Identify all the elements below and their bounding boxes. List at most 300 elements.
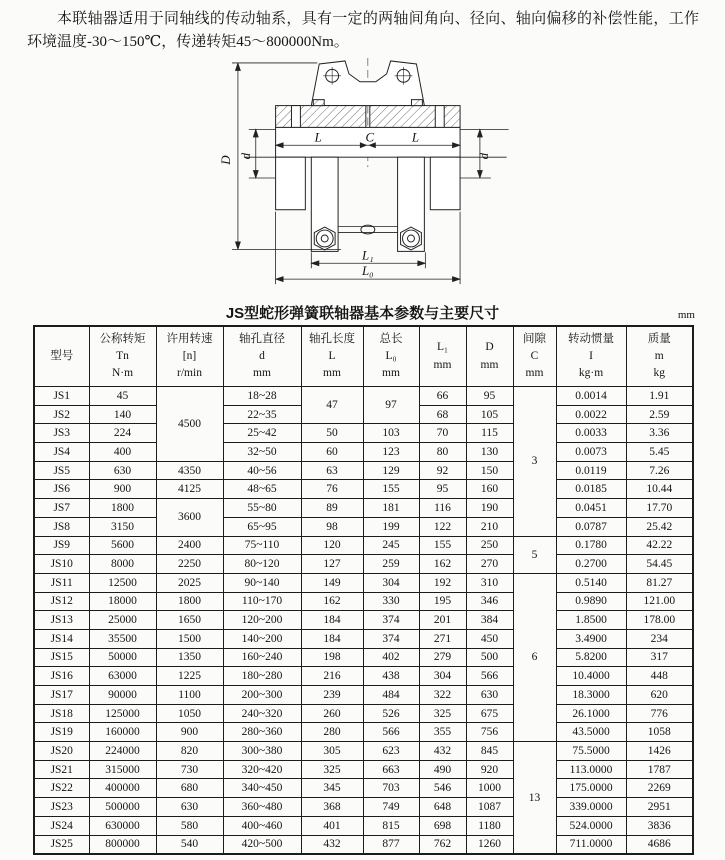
table-cell: 1800 — [89, 499, 156, 518]
table-cell: 3.36 — [626, 424, 693, 443]
table-cell: 900 — [156, 723, 223, 742]
table-cell: 250 — [466, 536, 513, 555]
table-cell: 35500 — [89, 629, 156, 648]
table-cell: 1058 — [626, 723, 693, 742]
table-cell: 368 — [301, 798, 363, 817]
table-cell: 10.4000 — [556, 667, 626, 686]
table-cell: 420~500 — [223, 835, 301, 854]
table-cell: 340~450 — [223, 779, 301, 798]
table-cell: 630 — [89, 461, 156, 480]
table-cell: 50000 — [89, 648, 156, 667]
table-cell: 43.5000 — [556, 723, 626, 742]
table-cell: 190 — [466, 499, 513, 518]
table-cell: 315000 — [89, 760, 156, 779]
table-cell: 401 — [301, 816, 363, 835]
table-cell: 2025 — [156, 573, 223, 592]
table-cell: 18.3000 — [556, 686, 626, 705]
table-cell: 355 — [419, 723, 466, 742]
table-cell: 432 — [301, 835, 363, 854]
dim-label-d-left: d — [238, 152, 253, 160]
table-cell: JS8 — [34, 517, 89, 536]
table-cell: 484 — [363, 686, 419, 705]
table-cell: 5 — [513, 536, 556, 573]
table-cell: 540 — [156, 835, 223, 854]
table-cell: 200~300 — [223, 686, 301, 705]
table-cell: 160000 — [89, 723, 156, 742]
table-cell: 675 — [466, 704, 513, 723]
table-cell: 115 — [466, 424, 513, 443]
table-cell: 55~80 — [223, 499, 301, 518]
table-cell: 630000 — [89, 816, 156, 835]
table-cell: 103 — [363, 424, 419, 443]
table-cell: 3600 — [156, 499, 223, 536]
table-cell: JS20 — [34, 742, 89, 761]
table-cell: JS14 — [34, 629, 89, 648]
table-cell: 1260 — [466, 835, 513, 854]
table-cell: 90~140 — [223, 573, 301, 592]
table-cell: 749 — [363, 798, 419, 817]
table-cell: 95 — [466, 387, 513, 406]
table-cell: 18000 — [89, 592, 156, 611]
table-cell: 224 — [89, 424, 156, 443]
table-cell: 648 — [419, 798, 466, 817]
table-cell: 374 — [363, 611, 419, 630]
table-row — [34, 461, 693, 480]
table-cell: 2951 — [626, 798, 693, 817]
table-cell: 17.70 — [626, 499, 693, 518]
table-cell: 245 — [363, 536, 419, 555]
table-cell: 25~42 — [223, 424, 301, 443]
table-cell: 2250 — [156, 555, 223, 574]
table-row — [34, 573, 693, 592]
table-cell: 234 — [626, 629, 693, 648]
table-cell: 120 — [301, 536, 363, 555]
table-cell: 25.42 — [626, 517, 693, 536]
table-cell: 4350 — [156, 461, 223, 480]
table-cell: 240~320 — [223, 704, 301, 723]
cover-right — [370, 106, 460, 128]
table-cell: 304 — [363, 573, 419, 592]
table-cell: 820 — [156, 742, 223, 761]
table-cell: 776 — [626, 704, 693, 723]
table-cell: 127 — [301, 555, 363, 574]
table-cell: 2400 — [156, 536, 223, 555]
dim-label-D: D — [218, 155, 233, 165]
table-cell: 239 — [301, 686, 363, 705]
table-cell: 0.0185 — [556, 480, 626, 499]
table-cell: 80~120 — [223, 555, 301, 574]
table-cell: 65~95 — [223, 517, 301, 536]
table-cell: 81.27 — [626, 573, 693, 592]
cover-left — [276, 106, 366, 128]
table-cell: 1.8500 — [556, 611, 626, 630]
table-cell: 1100 — [156, 686, 223, 705]
table-cell: 63000 — [89, 667, 156, 686]
table-cell: JS1 — [34, 387, 89, 406]
table-cell: JS9 — [34, 536, 89, 555]
table-cell: 448 — [626, 667, 693, 686]
dim-label-L1: L₁ — [362, 248, 374, 263]
table-cell: JS4 — [34, 443, 89, 462]
table-cell: 339.0000 — [556, 798, 626, 817]
table-cell: 317 — [626, 648, 693, 667]
table-cell: JS25 — [34, 835, 89, 854]
table-cell: 1787 — [626, 760, 693, 779]
table-cell: 280~360 — [223, 723, 301, 742]
table-cell: 1800 — [156, 592, 223, 611]
table-cell: 181 — [363, 499, 419, 518]
table-cell: 184 — [301, 611, 363, 630]
table-cell: 210 — [466, 517, 513, 536]
table-cell: 620 — [626, 686, 693, 705]
table-cell: 60 — [301, 443, 363, 462]
table-cell: 0.0119 — [556, 461, 626, 480]
table-cell: 580 — [156, 816, 223, 835]
table-cell: 400~460 — [223, 816, 301, 835]
table-cell: 195 — [419, 592, 466, 611]
table-cell: JS12 — [34, 592, 89, 611]
table-cell: 42.22 — [626, 536, 693, 555]
table-cell: 1500 — [156, 629, 223, 648]
table-cell: 162 — [419, 555, 466, 574]
table-cell: 490 — [419, 760, 466, 779]
table-cell: 325 — [419, 704, 466, 723]
table-cell: 90000 — [89, 686, 156, 705]
dim-label-L0: L₀ — [362, 264, 374, 279]
hub-left — [276, 157, 306, 210]
table-cell: 845 — [466, 742, 513, 761]
cover-bolt-right — [411, 100, 422, 106]
header-cell: L₁ mm — [419, 326, 466, 387]
table-cell: 123 — [363, 443, 419, 462]
table-cell: 120~200 — [223, 611, 301, 630]
table-cell: 271 — [419, 629, 466, 648]
table-cell: 150 — [466, 461, 513, 480]
table-cell: 70 — [419, 424, 466, 443]
table-cell: 50 — [301, 424, 363, 443]
dim-label-d-right: d — [476, 152, 491, 160]
table-row — [34, 536, 693, 555]
table-cell: 623 — [363, 742, 419, 761]
table-cell: 663 — [363, 760, 419, 779]
table-cell: 800000 — [89, 835, 156, 854]
table-cell: 325 — [301, 760, 363, 779]
table-cell: JS6 — [34, 480, 89, 499]
header-cell: 轴孔直径 d mm — [223, 326, 301, 387]
table-row — [34, 704, 693, 723]
table-cell: 1650 — [156, 611, 223, 630]
table-cell: 48~65 — [223, 480, 301, 499]
table-row — [34, 667, 693, 686]
table-cell: 149 — [301, 573, 363, 592]
table-cell: JS21 — [34, 760, 89, 779]
table-cell: 5.8200 — [556, 648, 626, 667]
table-cell: JS19 — [34, 723, 89, 742]
table-row — [34, 816, 693, 835]
table-cell: 192 — [419, 573, 466, 592]
table-cell: 630 — [466, 686, 513, 705]
table-cell: 75.5000 — [556, 742, 626, 761]
table-cell: 566 — [466, 667, 513, 686]
table-cell: 140 — [89, 405, 156, 424]
table-cell: JS24 — [34, 816, 89, 835]
table-cell: 2269 — [626, 779, 693, 798]
table-cell: 89 — [301, 499, 363, 518]
table-cell: 97 — [363, 387, 419, 424]
table-cell: 201 — [419, 611, 466, 630]
table-cell: 68 — [419, 405, 466, 424]
table-cell: JS7 — [34, 499, 89, 518]
table-cell: 1050 — [156, 704, 223, 723]
table-cell: 130 — [466, 443, 513, 462]
leg-left — [311, 157, 338, 251]
table-cell: 500 — [466, 648, 513, 667]
table-cell: 54.45 — [626, 555, 693, 574]
table-cell: 162 — [301, 592, 363, 611]
table-cell: 920 — [466, 760, 513, 779]
table-cell: 6 — [513, 573, 556, 741]
table-cell: 92 — [419, 461, 466, 480]
table-cell: 121.00 — [626, 592, 693, 611]
dim-label-L-left: L — [314, 130, 322, 145]
table-row — [34, 555, 693, 574]
table-cell: 116 — [419, 499, 466, 518]
table-row — [34, 835, 693, 854]
table-cell: 18~28 — [223, 387, 301, 406]
table-cell: 0.1780 — [556, 536, 626, 555]
table-cell: JS10 — [34, 555, 89, 574]
table-cell: JS11 — [34, 573, 89, 592]
top-clamp — [311, 61, 424, 106]
table-cell: 224000 — [89, 742, 156, 761]
table-cell: 26.1000 — [556, 704, 626, 723]
table-cell: 3836 — [626, 816, 693, 835]
header-cell: 转动惯量 I kg·m — [556, 326, 626, 387]
table-cell: 756 — [466, 723, 513, 742]
table-cell: 80 — [419, 443, 466, 462]
table-cell: 0.2700 — [556, 555, 626, 574]
table-cell: 110~170 — [223, 592, 301, 611]
table-cell: 0.0033 — [556, 424, 626, 443]
table-cell: 216 — [301, 667, 363, 686]
leg-right — [398, 157, 425, 251]
table-row — [34, 480, 693, 499]
header-cell: D mm — [466, 326, 513, 387]
table-cell: 432 — [419, 742, 466, 761]
table-cell: 0.9890 — [556, 592, 626, 611]
dim-label-L-right: L — [411, 130, 420, 145]
table-cell: 322 — [419, 686, 466, 705]
table-cell: 175.0000 — [556, 779, 626, 798]
coupling-cross-section-svg — [148, 58, 548, 298]
table-cell: 711.0000 — [556, 835, 626, 854]
table-cell: 524.0000 — [556, 816, 626, 835]
table-cell: JS16 — [34, 667, 89, 686]
table-cell: 384 — [466, 611, 513, 630]
table-cell: 155 — [363, 480, 419, 499]
table-row — [34, 723, 693, 742]
table-cell: 346 — [466, 592, 513, 611]
table-cell: 0.0787 — [556, 517, 626, 536]
table-cell: 3 — [513, 387, 556, 537]
table-cell: 105 — [466, 405, 513, 424]
hub-right — [430, 157, 460, 210]
table-row — [34, 760, 693, 779]
table-cell: 815 — [363, 816, 419, 835]
table-row — [34, 517, 693, 536]
table-cell: 160~240 — [223, 648, 301, 667]
table-cell: 4686 — [626, 835, 693, 854]
table-cell: 199 — [363, 517, 419, 536]
table-cell: 198 — [301, 648, 363, 667]
table-cell: 360~480 — [223, 798, 301, 817]
table-cell: 280 — [301, 723, 363, 742]
table-cell: 5600 — [89, 536, 156, 555]
table-cell: 279 — [419, 648, 466, 667]
header-cell: 轴孔长度 L mm — [301, 326, 363, 387]
table-cell: 680 — [156, 779, 223, 798]
table-cell: 877 — [363, 835, 419, 854]
table-cell: 3150 — [89, 517, 156, 536]
table-cell: 500000 — [89, 798, 156, 817]
table-cell: 450 — [466, 629, 513, 648]
table-cell: JS13 — [34, 611, 89, 630]
table-cell: 75~110 — [223, 536, 301, 555]
table-cell: JS22 — [34, 779, 89, 798]
table-cell: JS18 — [34, 704, 89, 723]
table-cell: 526 — [363, 704, 419, 723]
table-row — [34, 629, 693, 648]
table-cell: 374 — [363, 629, 419, 648]
table-cell: 8000 — [89, 555, 156, 574]
table-cell: 140~200 — [223, 629, 301, 648]
table-cell: 40~56 — [223, 461, 301, 480]
table-cell: 180~280 — [223, 667, 301, 686]
table-cell: 184 — [301, 629, 363, 648]
table-cell: 45 — [89, 387, 156, 406]
intro-paragraph: 本联轴器适用于同轴线的传动轴系，具有一定的两轴间角向、径向、轴向偏移的补偿性能，工作环境温度-30～150℃，传递转矩45～800000Nm。 — [27, 11, 699, 50]
header-cell: 许用转速 [n] r/min — [156, 326, 223, 387]
table-cell: 32~50 — [223, 443, 301, 462]
table-body — [34, 387, 693, 855]
table-cell: 1350 — [156, 648, 223, 667]
table-cell: 125000 — [89, 704, 156, 723]
cover-bolt-left — [313, 100, 324, 106]
table-title: JS型蛇形弹簧联轴器基本参数与主要尺寸 — [225, 305, 500, 322]
table-unit-note: mm — [677, 309, 695, 321]
table-cell: 13 — [513, 742, 556, 855]
table-cell: JS3 — [34, 424, 89, 443]
table-cell: 7.26 — [626, 461, 693, 480]
dim-label-C: C — [365, 130, 375, 145]
table-cell: 122 — [419, 517, 466, 536]
table-cell: 129 — [363, 461, 419, 480]
table-title-row — [0, 302, 725, 322]
table-cell: 76 — [301, 480, 363, 499]
table-cell: 5.45 — [626, 443, 693, 462]
table-cell: 47 — [301, 387, 363, 424]
table-cell: 3.4900 — [556, 629, 626, 648]
table-cell: 95 — [419, 480, 466, 499]
table-cell: 330 — [363, 592, 419, 611]
table-cell: 260 — [301, 704, 363, 723]
table-cell: 300~380 — [223, 742, 301, 761]
table-cell: JS15 — [34, 648, 89, 667]
header-cell: 质量 m kg — [626, 326, 693, 387]
table-cell: 4500 — [156, 387, 223, 462]
table-cell: JS17 — [34, 686, 89, 705]
table-cell: 310 — [466, 573, 513, 592]
table-cell: 1000 — [466, 779, 513, 798]
table-cell: 730 — [156, 760, 223, 779]
table-row — [34, 443, 693, 462]
table-cell: 703 — [363, 779, 419, 798]
table-cell: 1180 — [466, 816, 513, 835]
table-cell: 546 — [419, 779, 466, 798]
table-cell: 438 — [363, 667, 419, 686]
table-cell: 0.0022 — [556, 405, 626, 424]
table-cell: 4125 — [156, 480, 223, 499]
header-cell: 公称转矩 Tn N·m — [89, 326, 156, 387]
table-cell: 25000 — [89, 611, 156, 630]
header-cell: 间隙 C mm — [513, 326, 556, 387]
table-cell: 402 — [363, 648, 419, 667]
header-cell: 型号 — [34, 326, 89, 387]
table-cell: 1087 — [466, 798, 513, 817]
table-cell: 0.0451 — [556, 499, 626, 518]
spec-table — [33, 325, 694, 855]
table-cell: JS5 — [34, 461, 89, 480]
table-cell: 698 — [419, 816, 466, 835]
table-row — [34, 686, 693, 705]
table-cell: 259 — [363, 555, 419, 574]
table-cell: 630 — [156, 798, 223, 817]
header-cell: 总长 L₀ mm — [363, 326, 419, 387]
table-row — [34, 592, 693, 611]
table-row — [34, 611, 693, 630]
table-cell: 900 — [89, 480, 156, 499]
table-cell: 270 — [466, 555, 513, 574]
table-cell: 1.91 — [626, 387, 693, 406]
table-cell: 0.0014 — [556, 387, 626, 406]
table-cell: 12500 — [89, 573, 156, 592]
table-cell: 566 — [363, 723, 419, 742]
table-row — [34, 648, 693, 667]
table-cell: 304 — [419, 667, 466, 686]
table-cell: 345 — [301, 779, 363, 798]
table-cell: 0.0073 — [556, 443, 626, 462]
table-cell: 0.5140 — [556, 573, 626, 592]
table-cell: 320~420 — [223, 760, 301, 779]
coupling-drawing — [148, 58, 548, 298]
table-cell: 400000 — [89, 779, 156, 798]
table-cell: 66 — [419, 387, 466, 406]
table-header-row — [34, 326, 693, 387]
table-cell: 762 — [419, 835, 466, 854]
table-row — [34, 798, 693, 817]
table-cell: JS2 — [34, 405, 89, 424]
table-row — [34, 499, 693, 518]
table-row — [34, 742, 693, 761]
table-cell: 155 — [419, 536, 466, 555]
table-cell: 160 — [466, 480, 513, 499]
table-cell: 2.59 — [626, 405, 693, 424]
table-row — [34, 387, 693, 406]
table-row — [34, 424, 693, 443]
table-cell: 400 — [89, 443, 156, 462]
table-row — [34, 779, 693, 798]
table-cell: 1426 — [626, 742, 693, 761]
